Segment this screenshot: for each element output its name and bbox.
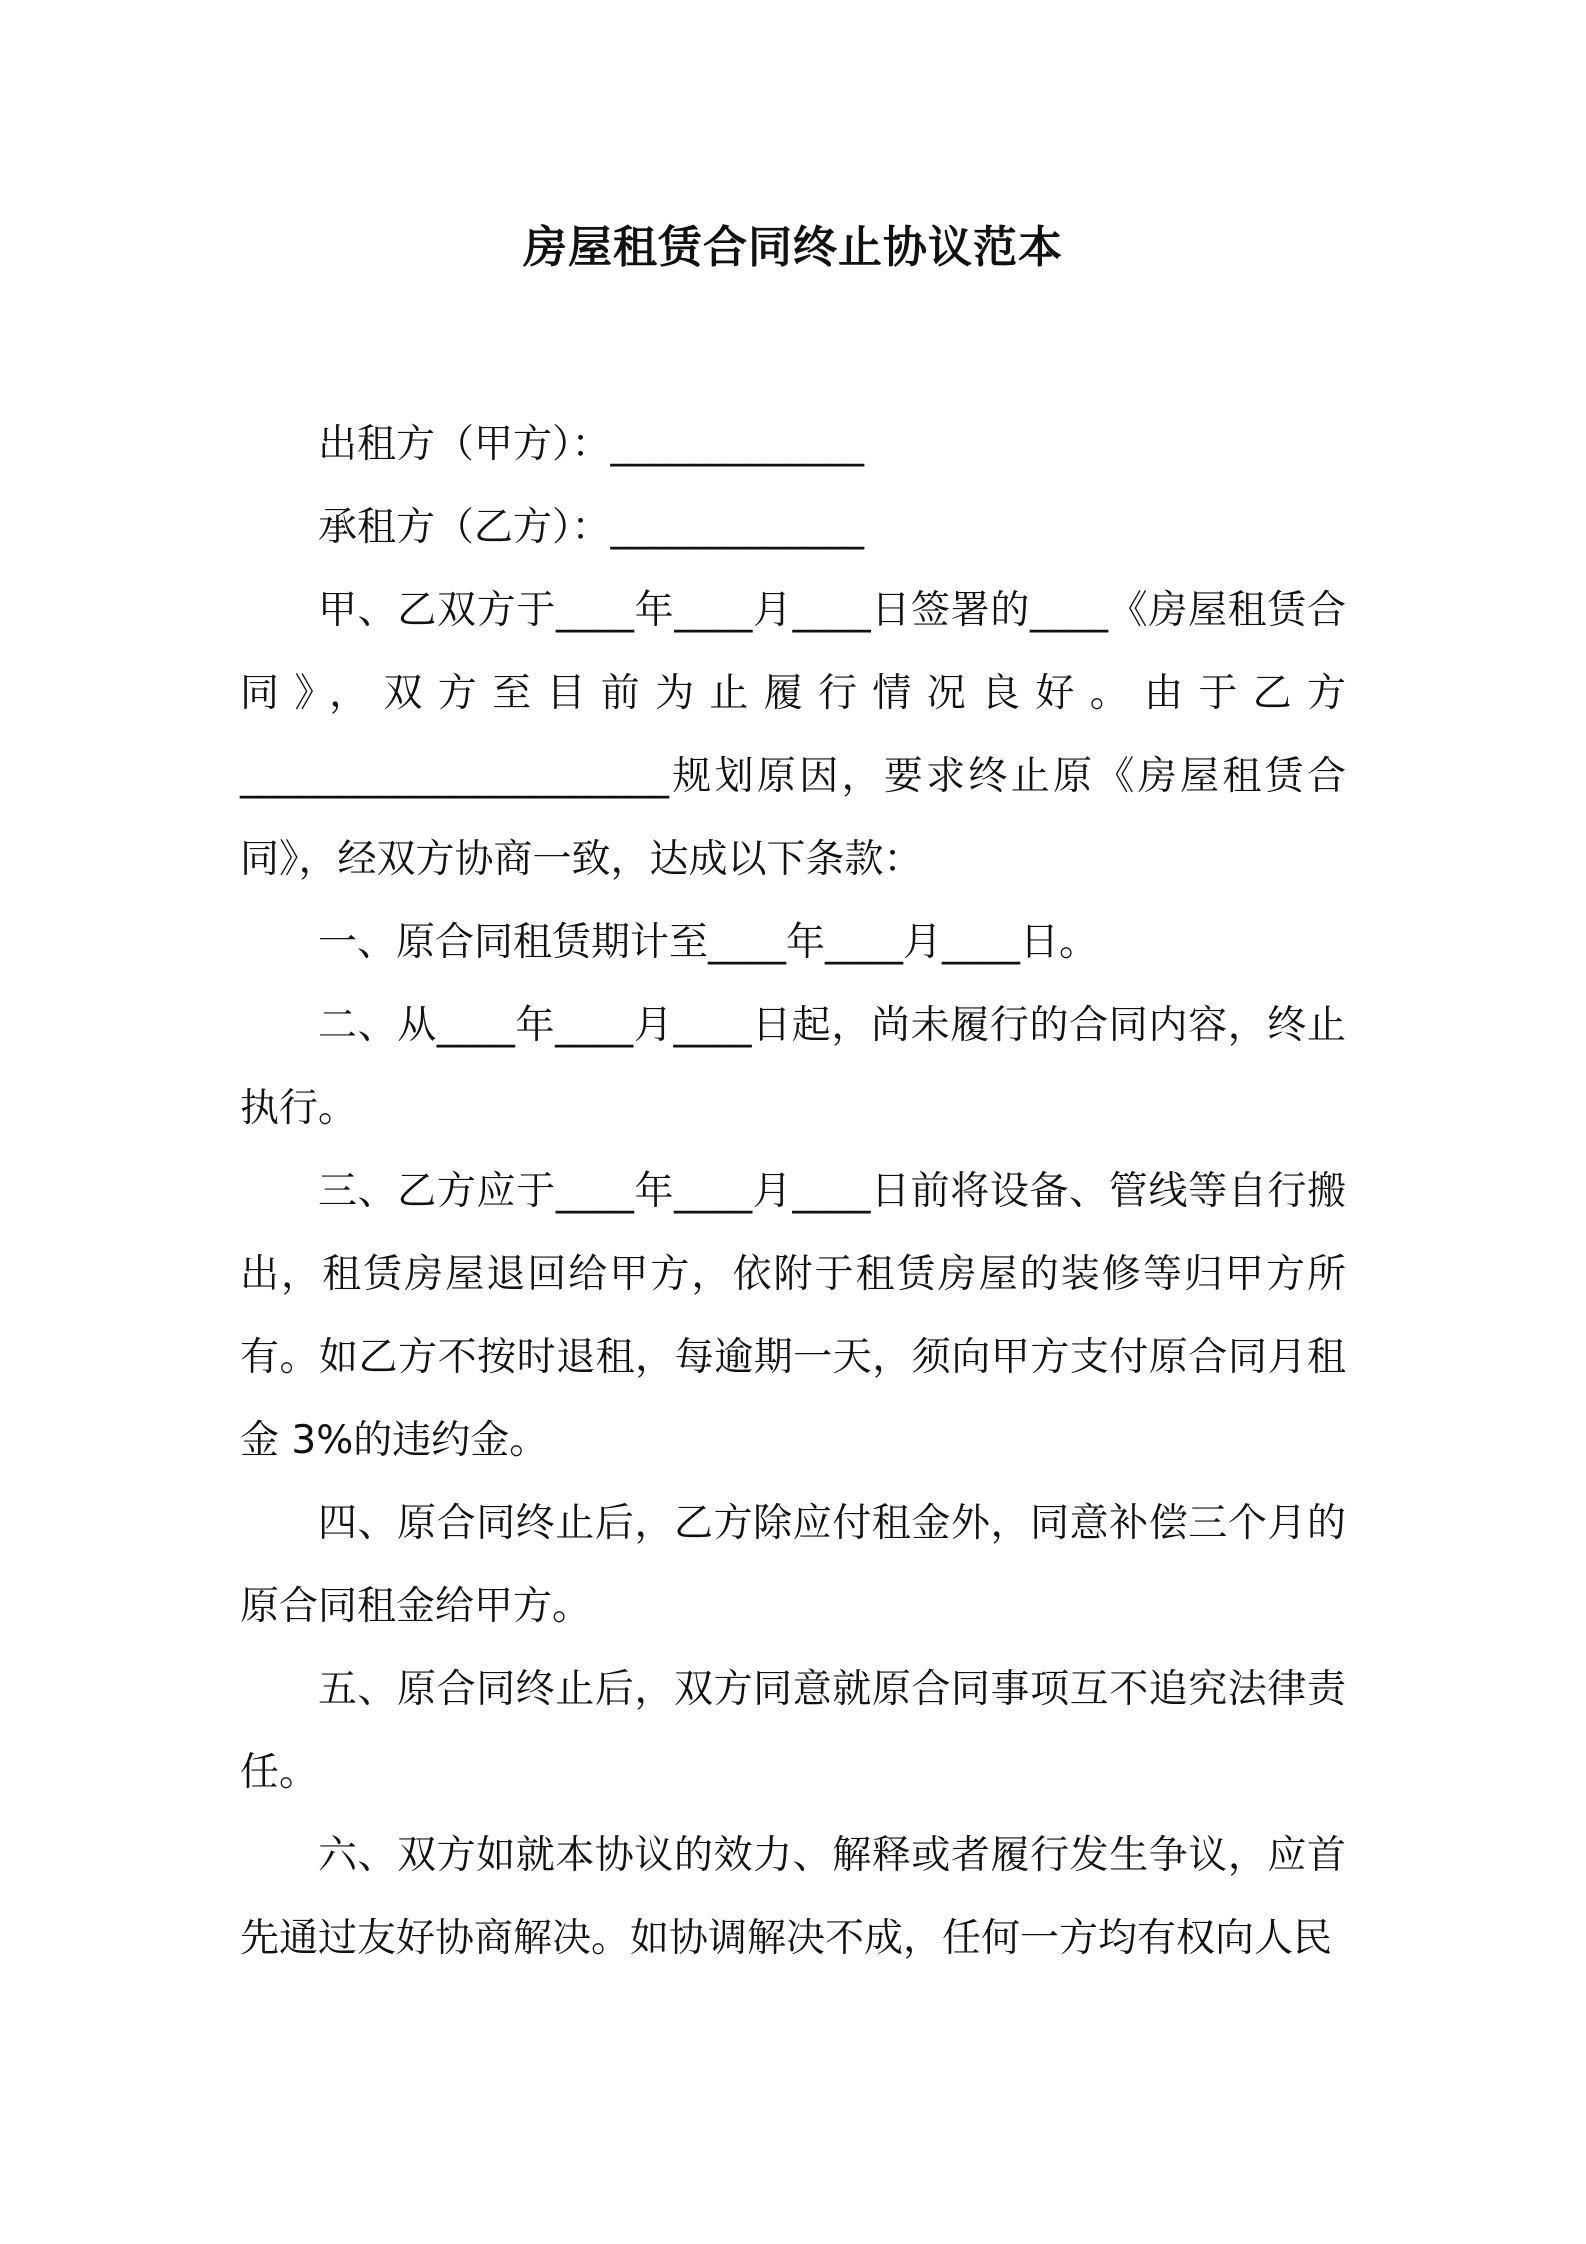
paragraph-clause-3: 三、乙方应于____年____月____日前将设备、管线等自行搬出，租赁房屋退回给甲方，依附于租赁房屋的装修等归甲方所有。如乙方不按时退租，每逾期一天，须向甲方支付原合同月租金 3%的违约金。 bbox=[240, 1169, 1346, 1463]
party-b-line: 承租方（乙方）：_____________ bbox=[318, 505, 865, 550]
paragraph-clause-6: 六、双方如就本协议的效力、解释或者履行发生争议，应首先通过友好协商解决。如协调解决不成，任何一方均有权向人民 bbox=[240, 1833, 1346, 1961]
paragraph-clause-4: 四、原合同终止后，乙方除应付租金外，同意补偿三个月的原合同租金给甲方。 bbox=[240, 1501, 1346, 1629]
paragraph-preamble: 甲、乙双方于____年____月____日签署的____《房屋租赁合同》，双方至目前为止履行情况良好。由于乙方______________________规划原因，要求终止原《房屋租赁合同》，经双方协商一致，达成以下条款： bbox=[240, 588, 1346, 882]
paragraph-clause-5: 五、原合同终止后，双方同意就原合同事项互不追究法律责任。 bbox=[240, 1667, 1346, 1795]
document-body bbox=[240, 403, 1346, 1980]
paragraph-clause-2: 二、从____年____月____日起，尚未履行的合同内容，终止执行。 bbox=[240, 1003, 1346, 1131]
document-title: 房屋租赁合同终止协议范本 bbox=[523, 222, 1063, 273]
paragraph-clause-1: 一、原合同租赁期计至____年____月____日。 bbox=[318, 920, 1099, 965]
party-a-line: 出租方（甲方）：_____________ bbox=[318, 422, 865, 467]
